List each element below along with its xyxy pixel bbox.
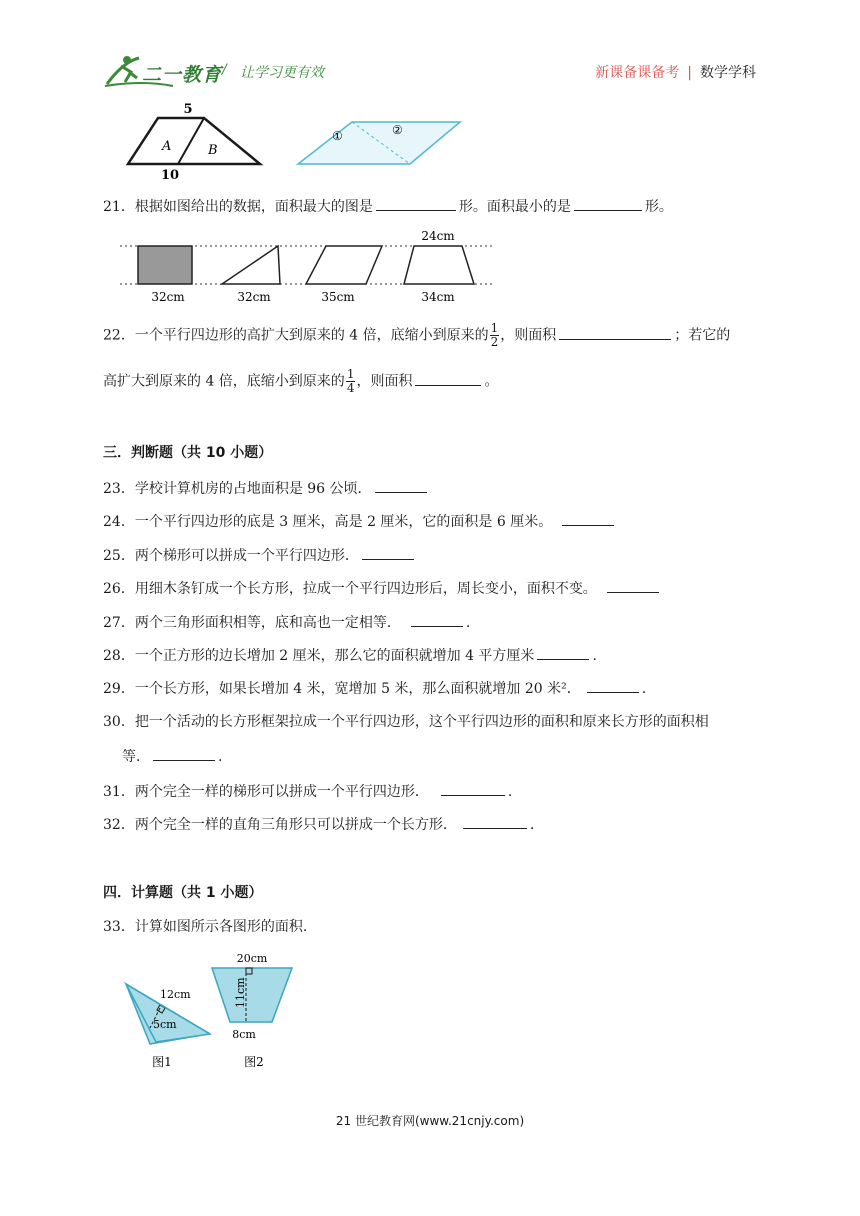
footer: 21 世纪教育网(www.21cnjy.com) — [335, 1114, 525, 1128]
q30-blank[interactable] — [153, 746, 215, 761]
trap-top-24cm: 24cm — [421, 229, 455, 243]
q32-blank[interactable] — [463, 814, 527, 829]
q22-line1-b: ，则面积 — [500, 327, 557, 344]
label-square: 32cm — [151, 290, 185, 304]
trapezoid-shape — [404, 246, 474, 284]
tri-label-5cm: 5cm — [153, 1018, 177, 1031]
top-figures — [120, 102, 480, 182]
header — [0, 0, 860, 100]
label-triangle: 32cm — [237, 290, 271, 304]
header-separator: | — [687, 65, 692, 81]
q22-blank-2[interactable] — [415, 371, 481, 386]
trap-bottom-label: 10 — [160, 168, 180, 182]
question-23: 23．学校计算机房的占地面积是 96 公顷． — [103, 478, 430, 499]
q21-mid: 形。面积最小的是 — [458, 199, 571, 215]
header-course: 新课备课备考 — [595, 65, 680, 81]
q21-text: 21．根据如图给出的数据，面积最大的图是 — [103, 199, 373, 215]
parallelogram-12-figure — [298, 122, 460, 164]
q21-figures — [118, 226, 498, 308]
caption-figure-2: 图2 — [244, 1055, 264, 1069]
label-b: B — [208, 143, 218, 158]
q22-line1-c: ；若它的 — [674, 327, 731, 344]
section-4-title: 四．计算题（共 1 小题） — [103, 885, 263, 901]
trap-label-8cm: 8cm — [232, 1028, 256, 1041]
q25-blank[interactable] — [362, 545, 414, 560]
caption-figure-1: 图1 — [152, 1055, 172, 1069]
trap-top-label: 5 — [183, 102, 193, 117]
slogan: 让学习更有效 — [240, 65, 324, 81]
q22-line2-c: 。 — [484, 373, 499, 390]
question-25: 25．两个梯形可以拼成一个平行四边形． — [103, 545, 417, 566]
trap-label-11cm: 11cm — [234, 977, 247, 1008]
question-28: 28．一个正方形的边长增加 2 厘米，那么它的面积就增加 4 平方厘米 . — [103, 645, 597, 666]
q21-end: 形。 — [644, 199, 673, 215]
question-30-line-1: 30．把一个活动的长方形框架拉成一个平行四边形，这个平行四边形的面积和原来长方形的面积相 — [103, 714, 709, 730]
triangle-shape — [222, 246, 280, 284]
q26-blank[interactable] — [607, 578, 659, 593]
square-shape — [138, 246, 192, 284]
section-3-title: 三．判断题（共 10 小题） — [103, 445, 273, 461]
q28-blank[interactable] — [537, 645, 589, 660]
trap-label-20cm: 20cm — [236, 952, 268, 965]
q31-blank[interactable] — [441, 781, 505, 796]
q23-blank[interactable] — [375, 478, 427, 493]
q29-blank[interactable] — [587, 678, 639, 693]
question-22-line-1 — [103, 322, 730, 349]
q24-blank[interactable] — [562, 511, 614, 526]
logo-text: 二一教育 — [142, 64, 223, 86]
trapezoid-ab-figure — [128, 118, 260, 164]
question-27: 27．两个三角形面积相等，底和高也一定相等． . — [103, 612, 470, 633]
q27-blank[interactable] — [411, 612, 463, 627]
q22-blank-1[interactable] — [559, 325, 671, 340]
tri-label-12cm: 12cm — [160, 988, 191, 1001]
q22-line1-a: 22．一个平行四边形的高扩大到原来的 4 倍，底缩小到原来的 — [103, 327, 489, 344]
question-32: 32．两个完全一样的直角三角形只可以拼成一个长方形． . — [103, 814, 534, 835]
question-33: 33．计算如图所示各图形的面积. — [103, 919, 308, 935]
fraction-one-half: $\frac{1}{2}$ — [490, 321, 499, 349]
figure-2-trapezoid — [212, 968, 292, 1022]
q33-figures — [120, 948, 310, 1076]
question-26: 26．用细木条钉成一个长方形，拉成一个平行四边形后，周长变小，面积不变。 — [103, 578, 662, 599]
label-a: A — [162, 139, 172, 154]
label-1: ① — [332, 129, 343, 143]
question-22-line-2 — [103, 368, 498, 395]
header-subject — [595, 62, 756, 82]
label-trapezoid: 34cm — [421, 290, 455, 304]
slogan-slash: / — [222, 62, 227, 78]
header-discipline: 数学学科 — [700, 65, 756, 81]
q22-line2-a: 高扩大到原来的 4 倍，底缩小到原来的 — [103, 373, 345, 390]
q21-blank-1[interactable] — [376, 196, 456, 211]
label-parallelogram: 35cm — [321, 290, 355, 304]
question-29: 29．一个长方形，如果长增加 4 米，宽增加 5 米，那么面积就增加 20 米²． . — [103, 678, 646, 699]
question-21 — [103, 196, 673, 217]
q22-line2-b: ，则面积 — [356, 373, 413, 390]
question-24: 24．一个平行四边形的底是 3 厘米，高是 2 厘米，它的面积是 6 厘米。 — [103, 511, 617, 532]
question-30-line-2: 等． . — [122, 746, 222, 767]
parallelogram-shape — [306, 246, 382, 284]
label-2: ② — [392, 123, 403, 137]
question-31: 31．两个完全一样的梯形可以拼成一个平行四边形． . — [103, 781, 512, 802]
q21-blank-2[interactable] — [574, 196, 642, 211]
fraction-one-quarter: $\frac{1}{4}$ — [346, 367, 355, 395]
